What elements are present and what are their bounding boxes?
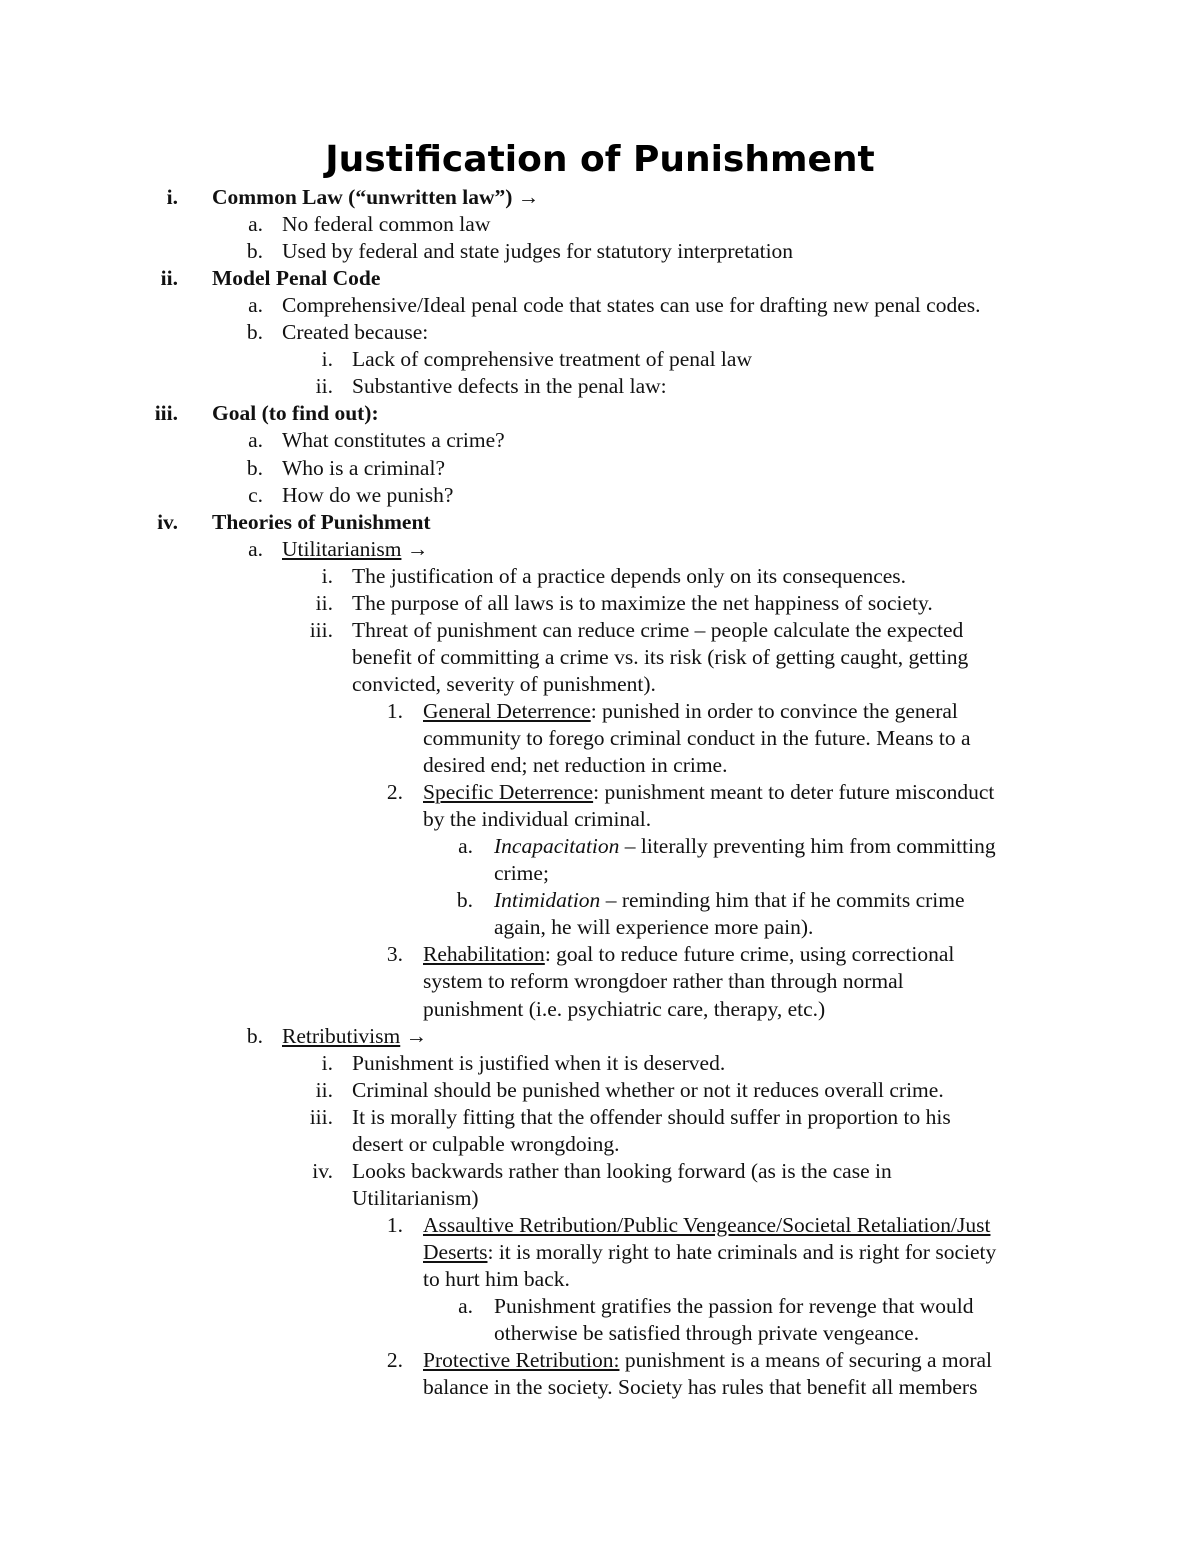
list-marker: a.: [458, 834, 473, 859]
text-segment: Looks backwards rather than looking forward (as is the case in: [352, 1158, 892, 1183]
line-text: [282, 536, 428, 563]
outline-line: [0, 617, 1200, 644]
list-marker: 3.: [386, 942, 403, 967]
outline-line: [0, 698, 1200, 725]
line-text: [423, 1239, 996, 1266]
text-segment: Retributivism: [282, 1023, 401, 1048]
outline-line: [0, 1374, 1200, 1401]
line-text: [352, 1131, 619, 1158]
list-marker: b.: [246, 1023, 263, 1048]
text-segment: Comprehensive/Ideal penal code that states can use for drafting new penal codes.: [282, 293, 981, 318]
list-marker: iv.: [157, 509, 178, 534]
text-segment: Criminal should be punished whether or not it reduces overall crime.: [352, 1077, 944, 1102]
text-segment: Common Law (“unwritten law”) →: [212, 185, 540, 209]
outline-line: [0, 509, 1200, 536]
text-segment: Assaultive Retribution/Public Vengeance/Societal Retaliation/Just: [423, 1212, 991, 1237]
outline-line: [0, 1104, 1200, 1131]
outline-line: [0, 292, 1200, 319]
list-marker: b.: [456, 888, 473, 913]
list-marker: c.: [248, 482, 263, 507]
line-text: [423, 698, 958, 725]
text-segment: punishment (i.e. psychiatric care, therapy, etc.): [423, 996, 826, 1021]
page-title: Justification of Punishment: [325, 139, 875, 180]
text-segment: How do we punish?: [282, 482, 454, 507]
list-marker: 1.: [386, 1212, 403, 1237]
outline-line: [0, 400, 1200, 427]
line-text: [352, 1158, 892, 1185]
text-segment: Threat of punishment can reduce crime – people calculate the expected: [352, 617, 964, 642]
outline-line: [0, 1320, 1200, 1347]
text-segment: Specific Deterrence: [423, 780, 594, 805]
line-text: [494, 860, 549, 887]
list-marker: i.: [166, 185, 178, 209]
text-segment: community to forego criminal conduct in the future. Means to a: [423, 726, 971, 750]
line-text: [212, 184, 539, 211]
outline-line: [0, 1212, 1200, 1239]
line-text: [423, 725, 971, 752]
list-marker: a.: [248, 536, 263, 561]
line-text: [282, 319, 428, 346]
outline-line: [0, 752, 1200, 779]
text-segment: Created because:: [282, 320, 429, 345]
list-marker: 2.: [386, 1348, 403, 1373]
text-segment: The purpose of all laws is to maximize the net happiness of society.: [352, 590, 933, 615]
text-segment: otherwise be satisfied through private vengeance.: [494, 1321, 920, 1346]
line-text: [423, 996, 825, 1023]
outline-line: [0, 1158, 1200, 1185]
outline-line: [0, 373, 1200, 400]
text-segment: : punished in order to convince the general: [590, 698, 958, 723]
list-marker: ii.: [160, 266, 178, 291]
outline-line: [0, 968, 1200, 995]
list-marker: i.: [321, 347, 333, 372]
outline-line: [0, 1347, 1200, 1374]
text-segment: Incapacitation: [494, 834, 620, 859]
list-marker: a.: [458, 1294, 473, 1319]
line-text: [423, 1212, 990, 1239]
text-segment: balance in the society. Society has rules that benefit all members: [423, 1375, 978, 1400]
line-text: [282, 238, 793, 265]
outline-line: [0, 590, 1200, 617]
outline-line: [0, 563, 1200, 590]
line-text: [282, 427, 505, 454]
outline-line: [0, 725, 1200, 752]
outline-line: [0, 671, 1200, 698]
line-text: [212, 509, 431, 536]
text-segment: Lack of comprehensive treatment of penal law: [352, 347, 752, 372]
text-segment: Goal (to find out):: [212, 401, 379, 426]
list-marker: a.: [248, 212, 263, 237]
outline-line: [0, 482, 1200, 509]
outline-line: [0, 265, 1200, 292]
text-segment: No federal common law: [282, 212, 491, 237]
outline-line: [0, 996, 1200, 1023]
outline-line: [0, 184, 1200, 211]
text-segment: Used by federal and state judges for statutory interpretation: [282, 239, 794, 264]
text-segment: crime;: [494, 861, 549, 886]
line-text: [282, 482, 453, 509]
text-segment: It is morally fitting that the offender should suffer in proportion to his: [352, 1104, 951, 1129]
list-marker: b.: [246, 455, 263, 480]
list-marker: ii.: [315, 1077, 333, 1102]
outline-line: [0, 455, 1200, 482]
line-text: [423, 968, 904, 995]
line-text: [282, 1023, 427, 1050]
outline-line: [0, 806, 1200, 833]
text-segment: to hurt him back.: [423, 1267, 570, 1291]
line-text: [494, 887, 965, 914]
list-marker: iv.: [312, 1158, 333, 1183]
line-text: [352, 590, 933, 617]
line-text: [494, 914, 813, 941]
text-segment: punishment is a means of securing a moral: [619, 1348, 993, 1373]
list-marker: a.: [248, 293, 263, 318]
list-marker: b.: [246, 239, 263, 264]
text-segment: – literally preventing him from committing: [619, 834, 996, 859]
text-segment: desert or culpable wrongdoing.: [352, 1131, 620, 1156]
list-marker: ii.: [315, 374, 333, 399]
line-text: [282, 455, 445, 482]
text-segment: : punishment meant to deter future misconduct: [593, 780, 995, 805]
text-segment: Model Penal Code: [212, 266, 381, 291]
outline-line: [0, 1239, 1200, 1266]
text-segment: What constitutes a crime?: [282, 428, 505, 453]
outline-line: [0, 346, 1200, 373]
text-segment: Deserts: [423, 1239, 488, 1264]
text-segment: Who is a criminal?: [282, 455, 445, 480]
line-text: [282, 211, 490, 238]
line-text: [282, 292, 981, 319]
line-text: [352, 644, 968, 671]
line-text: [352, 1077, 944, 1104]
line-text: [352, 346, 752, 373]
outline-line: [0, 427, 1200, 454]
text-segment: system to reform wrongdoer rather than through normal: [423, 969, 904, 994]
line-text: [423, 806, 651, 833]
line-text: [423, 779, 994, 806]
line-text: [423, 752, 727, 779]
line-text: [352, 671, 656, 698]
outline-line: [0, 1266, 1200, 1293]
text-segment: Utilitarianism: [282, 536, 402, 561]
outline-line: [0, 1293, 1200, 1320]
text-segment: Punishment is justified when it is deserved.: [352, 1050, 726, 1075]
text-segment: Intimidation: [494, 888, 601, 913]
text-segment: Utilitarianism): [352, 1185, 479, 1210]
line-text: [352, 563, 906, 590]
text-segment: Protective Retribution:: [423, 1348, 620, 1373]
outline-line: [0, 779, 1200, 806]
list-marker: ii.: [315, 590, 333, 615]
text-segment: : goal to reduce future crime, using correctional: [544, 942, 955, 967]
list-marker: i.: [321, 1050, 333, 1075]
text-segment: The justification of a practice depends only on its consequences.: [352, 563, 907, 588]
text-segment: by the individual criminal.: [423, 807, 652, 832]
list-marker: b.: [246, 320, 263, 345]
line-text: [352, 1050, 725, 1077]
line-text: [352, 617, 963, 644]
outline-line: [0, 914, 1200, 941]
text-segment: : it is morally right to hate criminals and is right for society: [487, 1239, 997, 1264]
line-text: [494, 833, 996, 860]
line-text: [494, 1320, 919, 1347]
list-marker: iii.: [309, 617, 333, 642]
outline-line: [0, 833, 1200, 860]
text-segment: – reminding him that if he commits crime: [600, 888, 965, 913]
outline-line: [0, 1185, 1200, 1212]
line-text: [423, 1266, 570, 1293]
outline-line: [0, 1050, 1200, 1077]
text-segment: again, he will experience more pain).: [494, 915, 814, 940]
text-segment: Punishment gratifies the passion for revenge that would: [494, 1294, 974, 1319]
line-text: [423, 1374, 977, 1401]
outline-line: [0, 941, 1200, 968]
outline-line: [0, 238, 1200, 265]
outline-line: [0, 536, 1200, 563]
text-segment: General Deterrence: [423, 698, 591, 723]
line-text: [352, 1185, 479, 1212]
outline-line: [0, 860, 1200, 887]
outline-line: [0, 1131, 1200, 1158]
line-text: [352, 1104, 951, 1131]
list-marker: a.: [248, 428, 263, 453]
line-text: [212, 265, 380, 292]
line-text: [352, 373, 667, 400]
outline-line: [0, 1023, 1200, 1050]
list-marker: i.: [321, 563, 333, 588]
outline-line: [0, 644, 1200, 671]
outline-line: [0, 211, 1200, 238]
outline-line: [0, 1077, 1200, 1104]
text-segment: Substantive defects in the penal law:: [352, 374, 667, 399]
list-marker: 2.: [386, 780, 403, 805]
text-segment: Theories of Punishment: [212, 509, 431, 534]
outline-line: [0, 887, 1200, 914]
line-text: [423, 941, 954, 968]
text-segment: →: [401, 536, 429, 561]
list-marker: iii.: [309, 1104, 333, 1129]
text-segment: Rehabilitation: [423, 942, 545, 967]
list-marker: 1.: [386, 698, 403, 723]
outline-line: [0, 319, 1200, 346]
line-text: [212, 400, 379, 427]
list-marker: iii.: [154, 401, 178, 426]
line-text: [423, 1347, 992, 1374]
line-text: [494, 1293, 973, 1320]
text-segment: desired end; net reduction in crime.: [423, 753, 728, 778]
text-segment: →: [400, 1023, 428, 1048]
text-segment: convicted, severity of punishment).: [352, 671, 656, 696]
text-segment: benefit of committing a crime vs. its risk (risk of getting caught, getting: [352, 644, 969, 669]
